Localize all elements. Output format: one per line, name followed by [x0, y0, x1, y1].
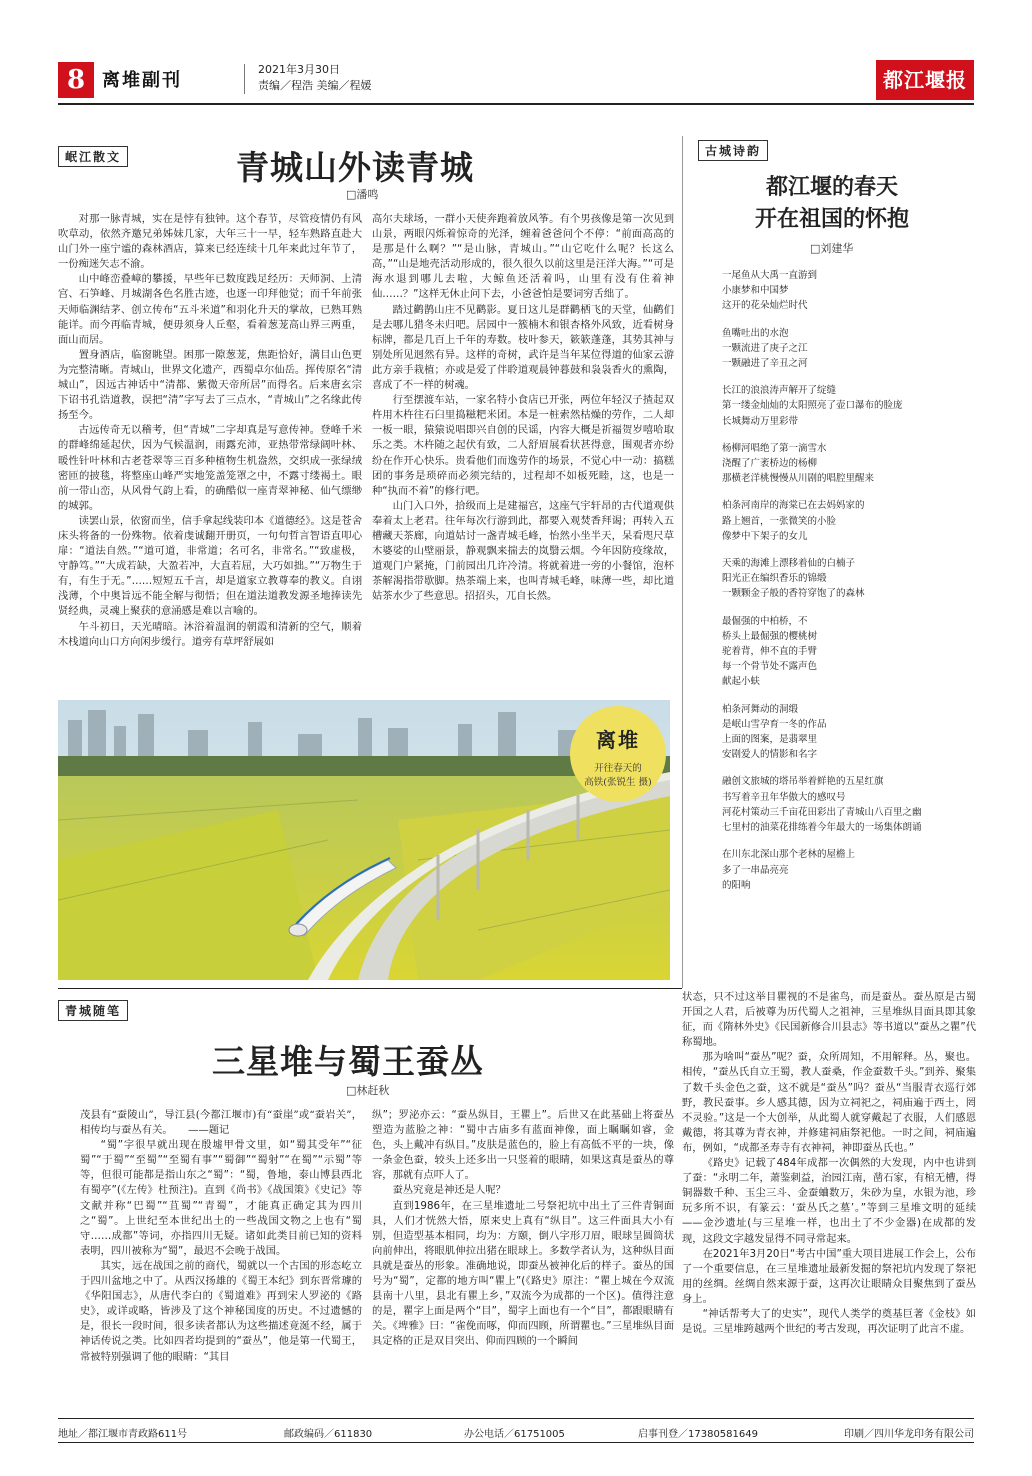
poem-line: 河花村策动三千亩花田彩出了青城山八百里之幽 — [722, 806, 922, 818]
poem-body — [722, 268, 982, 905]
poem-stanza — [722, 326, 982, 372]
photo-caption-line: 开往春天的 — [594, 763, 642, 774]
footer-phone: 办公电话／61751005 — [464, 1429, 565, 1440]
poem-stanza — [722, 498, 982, 544]
paragraph: 状态，只不过这举目瞿视的不是雀鸟，而是蚕丛。蚕丛原是古蜀开国之人君，后被尊为历代蜀人之祖神，三星堆纵目面具即其象征，而《隋林外史》《民国新修合川县志》等书道以“蚕丛之瞿”代称蜀地。 — [682, 991, 976, 1049]
poem-line: 安剧爱人的情影和名字 — [722, 749, 818, 761]
poem-line: 天乘的海滩上漂移着仙的白楠子 — [722, 558, 856, 570]
paragraph: 高尔夫球场，一群小天使奔跑着放风筝。有个男孩像是第一次见到山景，两眼闪烁着惊奇的光泽，缠着爸爸问个不停：“前面高高的是那是什么啊？”“是山脉，青城山。”“山它吃什么呢？长这么高，”“山是地壳活动形成的，很久很久以前这里是汪洋大海。”“可是海水退到哪儿去啦，大鲸鱼还活着吗，山里有没有住着神仙……？”这样无休止问下去，小爸爸怕是要词穷舌绌了。 — [372, 213, 674, 301]
paragraph: 山门入口外，拾级而上是建福宫，这座气宇轩昂的古代道观供奉着太上老君。往年每次行游到此，都要入观焚香拜谒；再转入五槽藏天茶廊，向道姑讨一盏青城毛峰，怡然小坐半天，呆看咫尺草木婆娑的山壁丽景，静观飘来揣去的岚翳云烟。今年因防疫缘故，道观门户紧掩，门前园出几许冷清。将就着进一旁的小餐馆，泡杯茶解渴指带歇脚。热茶端上来，也叫青城毛峰，味薄一些，却比道姑茶水少了些意思。招招头，兀自长然。 — [372, 499, 674, 603]
photo-caption-badge — [570, 706, 666, 802]
footer-rule-bottom — [58, 1442, 974, 1443]
article1-column-1 — [58, 212, 362, 692]
poem-byline: □刘建华 — [810, 242, 854, 255]
article2-tag: 青城随笔 — [58, 1000, 128, 1021]
photo-caption-text — [570, 762, 666, 790]
footer-postcode: 邮政编码／611830 — [284, 1429, 373, 1440]
article2-title: 三星堆与蜀王蚕丛 — [212, 1042, 484, 1081]
editors: 责编／程浩 美编／程媛 — [258, 79, 372, 92]
newspaper-logo: 都江堰报 — [876, 60, 974, 100]
article1-column-2 — [372, 212, 674, 692]
article1-tag: 岷江散文 — [58, 146, 128, 167]
poem-line: 上面的图案，是翡翠里 — [722, 734, 818, 746]
poem-line: 的阳响 — [722, 879, 751, 891]
header-rule — [58, 103, 974, 105]
poem-line: 第一缕金灿灿的太阳照亮了壶口瀑布的脸庞 — [722, 400, 903, 412]
poem-line: 柏条河南岸的海棠已在去妈妈家的 — [722, 500, 865, 512]
article2-epigraph: 茂县有“蚕陵山”，导江县(今都江堰市)有“蚕崖”或“蚕岩关”，相传均与蚕丛有关。 ——题记 — [80, 1109, 362, 1137]
poem-line: 融创文旅城的塔吊举着鲜艳的五星红旗 — [722, 776, 884, 788]
paragraph: 蚕丛究竟是神还是人呢？ — [392, 1184, 506, 1197]
article2-column-3 — [682, 990, 976, 1416]
poem-title — [690, 172, 974, 236]
poem-stanza — [722, 268, 982, 314]
article2-byline: □林赶秋 — [346, 1084, 390, 1097]
footer-printer: 印刷／四川华龙印务有限公司 — [844, 1429, 974, 1440]
poem-line: 长城舞动万里彩带 — [722, 415, 799, 427]
footer-address: 地址／都江堰市青政路611号 — [58, 1429, 188, 1440]
poem-line: 小康梦和中国梦 — [722, 285, 789, 297]
article1-byline: □潘鸣 — [346, 188, 379, 201]
poem-line: 鱼嘴吐出的水泡 — [722, 327, 789, 339]
poem-line: 路上翘首，一张微笑的小脸 — [722, 515, 837, 527]
header-date-block — [258, 62, 372, 94]
paragraph: “蜀”字很早就出现在殷墟甲骨文里，如“蜀其受年”“征蜀”“于蜀”“至蜀”“至蜀有事”“蜀御”“蜀射”“在蜀”“示蜀”等等，但很可能都是指山东之“蜀”：“蜀，鲁地，泰山博县西北有蜀亭”(《左传》杜预注)。直到《尚书》《战国策》《史记》等文献并称“巴蜀”“苴蜀”“青蜀”，才能真正确定其为四川之“蜀”。上世纪至本世纪出土的一些战国文物之上也有“蜀守……成都”等词，亦指四川无疑。诸如此类目前已知的资料表明，四川被称为“蜀”，最迟不会晚于战国。 — [80, 1139, 362, 1257]
paragraph: 对那一脉青城，实在是悖有独钟。这个春节，尽管疫情仍有风吹草动，依然齐邀兄弟姊妹几家，大年三十一早，轻车熟路直赴大山门外一座宁谧的森林酒店，算来已经连续十几年来此过年节了，一份痴迷矢志不渝。 — [58, 213, 362, 271]
poem-line: 这开的花朵灿烂时代 — [722, 300, 808, 312]
paragraph: 踏过鹳鹊山庄不见鹳影。夏日这儿是群鹳栖飞的天堂，仙鹳们是去哪儿猎冬未归吧。居园中一簇楠木和银杏格外风致，近看树身标牌，都是几百上千年的寿数。枝叶参天，簌簌蓬蓬，其势其神与别处所见迥然有异。这样的奇树，武许是当年某位得道的仙家云游此方亲手栽植；亦或是爱了伴聆道观晨钟暮鼓和袅袅香火的熏陶，喜成了不一样的树魂。 — [372, 303, 674, 392]
paragraph: 古远传奇无以稽考，但“青城”二字却真是写意传神。登峰千米的群峰绵延起伏，因为气候温润，雨露充沛，亚热带常绿阔叶林、暖性针叶林和古老苍翠等三百多种植物生机盎然，交织成一张绿绒密匝的披毯，将整座山峰严实地笼盖笼罩之中，不露寸缕褐土。眼前一带山峦，从风骨气韵上看，的确酷似一座青翠神秘、仙气缥缈的城郭。 — [58, 424, 362, 512]
poem-stanza — [722, 441, 982, 487]
poem-line: 七里村的油菜花排练着今年最大的一场集体朗诵 — [722, 822, 922, 834]
page-number: 8 — [58, 62, 94, 98]
poem-line: 每一个骨节处不露声色 — [722, 661, 818, 673]
poem-line: 一颗流进了庚子之江 — [722, 342, 808, 354]
page-header — [58, 60, 974, 100]
paragraph: 山中峰峦叠嶂的攀援，早些年已数度践足经历：天师洞、上清宫、石笋峰、月城湖各色名胜古迹，也逐一印拜他觉；而千年前张天师临渊结茅、创立传布“五斗米道”和羽化升天的掌故，已熟耳熟能详。而今再临青城，便毋须身人丘壑，看着葱茏高山界三两重，面山而居。 — [58, 273, 362, 346]
poem-line: 像梦中下架子的女儿 — [722, 530, 808, 542]
paragraph: 《路史》记载了484年成都一次偶然的大发现，内中也讲到了蚕：“永明二年，萧鉴刺益，治园江南，凿石家，有棺无槽，得铜器数千种、玉尘三斗、金蚕蛐数万，朱砂为皇，水银为池，珍玩多所不识，有篆云：‘蚕丛氏之墓’。”等到三星堆文明的延续——金沙遗址(与三星堆一样，也出土了不少金器)在成都的发现，这段文字越发显得不同寻常起来。 — [682, 1157, 976, 1245]
paragraph: 午斗初日，天光晴暗。沐浴着温润的朝霞和清新的空气，顺着木栈道向山口方向闲步缓行。道旁有草坪舒展如 — [58, 620, 362, 648]
poem-line: 驼着背，伸不直的手臂 — [722, 646, 818, 658]
paragraph: 那为啥叫“蚕丛”呢？蚕，众所周知，不用解释。丛，聚也。相传，“蚕丛氏自立王蜀，教人蚕桑，作金蚕数千头。”到养、聚集了数千头金色之蚕，这不就是“蚕丛”吗？蚕丛“当服青衣巡行郊野，教民蚕事。乡人感其德，因为立祠祀之，祠庙遍于西土，罔不灵验。”这是一个大创举，从此蜀人就穿戴起了衣服，人们感恩戴德，将其尊为青衣神，并修建祠庙祭祀他。一时之间，祠庙遍布，例如，“成都圣寿寺有衣神祠，神即蚕丛氏也。” — [682, 1051, 976, 1154]
poem-line: 一颗融进了辛丑之河 — [722, 358, 808, 370]
paragraph: 行至摆渡车站，一家名特小食店已开张，两位年轻汉子揸起双杵用木杵往石臼里捣糍粑米团。本是一桩索然枯燥的劳作，二人却一板一眼，猿猿说唱即兴自创的民谣，内容大概是祈福贺岁嘻哈取乐之类。木杵随之起伏有致，二人舒眉展看状甚得意，围观者亦纷纷在作开心快乐。贵看他们而逸劳作的场景，不觉心中一动：搞糕团的事务是琐碎而必须完结的，过程却不如板死睦，这，也是一种“执而不着”的修行吧。 — [372, 394, 674, 497]
poem-line: 长江的浪浪涛声解开了绽缝 — [722, 385, 837, 397]
column-divider — [682, 136, 683, 988]
poem-line: 柏条河舞动的洞缎 — [722, 703, 799, 715]
poem-stanza — [722, 702, 982, 763]
section-rule — [58, 988, 682, 989]
poem-stanza — [722, 556, 982, 602]
poem-stanza — [722, 383, 982, 429]
poem-line: 是岷山雪孕育一冬的作品 — [722, 718, 827, 730]
article2-column-2 — [372, 1108, 674, 1416]
poem-stanza — [722, 614, 982, 690]
poem-title-line-2: 开在祖国的怀抱 — [754, 207, 909, 232]
footer-ad: 启事刊登／17380581649 — [638, 1429, 758, 1440]
photo-caption-line: 高铁(张锐生 摄) — [584, 777, 652, 788]
poem-line: 那横老洋桃慢慢从川剧的唱腔里醒来 — [722, 473, 875, 485]
article2-column-1 — [80, 1108, 362, 1416]
paragraph: 在2021年3月20日“考古中国”重大项目进展工作会上，公布了一个重要信息，在三星堆遗址最新发掘的祭祀坑内发现了祭祀用的丝绸。丝绸自然来源于蚕，这再次让眼睛众目聚焦到了蚕丛身上。 — [682, 1247, 976, 1305]
poem-line: 阳光正在编织香乐的锦缎 — [722, 573, 827, 585]
paragraph: 其实，远在战国之前的商代，蜀就以一个古国的形态屹立于四川盆地之中了。从西汉扬雄的《蜀王本纪》到东晋常璩的《华阳国志》，从唐代李白的《蜀道难》再到宋人罗泌的《路史》，或详或略，皆涉及了这个神秘国度的历史。不过遗憾的是，很长一段时间，很多读者都认为这些描述竟涎不经，属于神话传说之类。比如四者均提到的“蚕丛”，他是第一代蜀王，常被特别强调了他的眼睛：“其目 — [80, 1259, 362, 1363]
poem-tag: 古城诗韵 — [698, 140, 768, 161]
paragraph: 读罢山景，依窗而坐，信手拿起线装印本《道德经》。这是苍舍床头将备的一份殊物。依着虔诚翻开册页，一句句哲言智语直叩心扉：“道法自然。”“道可道，非常道；名可名，非常名。”“致虚极，守静笃。”“大成若缺，大盈若冲，大直若屈，大巧如拙。”“万物生于有，有生于无。”……短短五千言，却是道家立教尊奉的教义。自诩浅薄，个中奥旨远不能全解与彻悟；但在道法道教发源圣地捧读先贤经典，灵魂上聚获的意涌感是难以言喻的。 — [58, 514, 362, 618]
article1-title: 青城山外读青城 — [236, 148, 474, 187]
poem-line: 桥头上最倔强的樱桃树 — [722, 630, 818, 642]
footer-rule-top — [58, 1418, 974, 1419]
poem-line: 书写着辛丑年华傲大的感叹号 — [722, 791, 846, 803]
poem-line: 献起小蚨 — [722, 676, 761, 688]
header-divider — [244, 64, 245, 94]
paragraph: 纵”；罗泌亦云：“蚕丛纵目，王瞿上”。后世又在此基础上将蚕丛塑造为蓝脸之神：“蜀中古庙多有蓝面神像，面上瞩瞩如睿，金色，头上戴冲有纵目。”皮肤是蓝色的，脸上有高低不平的一块，像一条金色蚕，较头上还多出一只竖着的眼睛，如果这真是蚕丛的尊容，那就有点吓人了。 — [372, 1109, 674, 1182]
poem-line: 最倔强的中柏桥，不 — [722, 615, 808, 627]
poem-title-line-1: 都江堰的春天 — [765, 175, 898, 200]
poem-line: 杨柳河唱绝了第一滴雪水 — [722, 442, 827, 454]
paragraph: 直到1986年，在三星堆遗址二号祭祀坑中出土了三件青铜面具，人们才恍然大悟，原来史上真有“纵目”。这三件面具大小有别，但造型基本相同，均为：方颐，倒八字形刀眉，眼球呈圆筒状向前伸出，将眼肌伸拉出猪在眼球上。多数学者认为，这种纵目面具就是蚕丛的形象。准确地说，即蚕丛被神化后的样子。蚕丛的国号为“蜀”，定都的地方叫“瞿上”(《路史》原注：“瞿上城在今双流县南十八里，县北有瞿上乡，”双流今为成都的一个区)。值得注意的是，瞿字上面是两个“目”，蜀字上面也有一个“目”，都跟眼睛有关。《埤雅》曰：“雀俛而啄，仰而四顾，所谓瞿也。”三星堆纵目面具定格的正是双目突出、仰而四顾的一个瞬间 — [372, 1199, 674, 1348]
poem-stanza — [722, 847, 982, 893]
poem-line: 浇醒了广袤桥边的杨柳 — [722, 458, 818, 470]
section-name: 离堆副刊 — [102, 70, 182, 91]
poem-line: 一尾鱼从大禹一直游到 — [722, 270, 818, 281]
poem-line: 多了一串晶亮亮 — [722, 864, 789, 876]
poem-line: 在川东北深山那个老林的屋檐上 — [722, 849, 856, 861]
paragraph: “神话帮考大了的史实”，现代人类学的奠基巨著《金枝》如是说。三星堆跨越两个世纪的考古发现，再次证明了此言不虚。 — [682, 1307, 976, 1336]
poem-line: 一颗颗金子般的香符穿饱了的森林 — [722, 588, 865, 600]
issue-date: 2021年3月30日 — [258, 63, 340, 76]
paragraph: 置身酒店，临窗眺望。困那一隙葱茏，焦距恰好，满目山色更为完整清晰。青城山，世界文化遗产，西蜀卓尔仙岳。挥传原名“清城山”，因远古神话中“清都、紫微天帝所居”而得名。后来唐玄宗下诏书孔诰道教，误把“清”字写去了三点水，“青城山”之名缘此传扬至今。 — [58, 348, 362, 422]
photo-caption-title: 离堆 — [596, 728, 640, 752]
poem-stanza — [722, 774, 982, 835]
